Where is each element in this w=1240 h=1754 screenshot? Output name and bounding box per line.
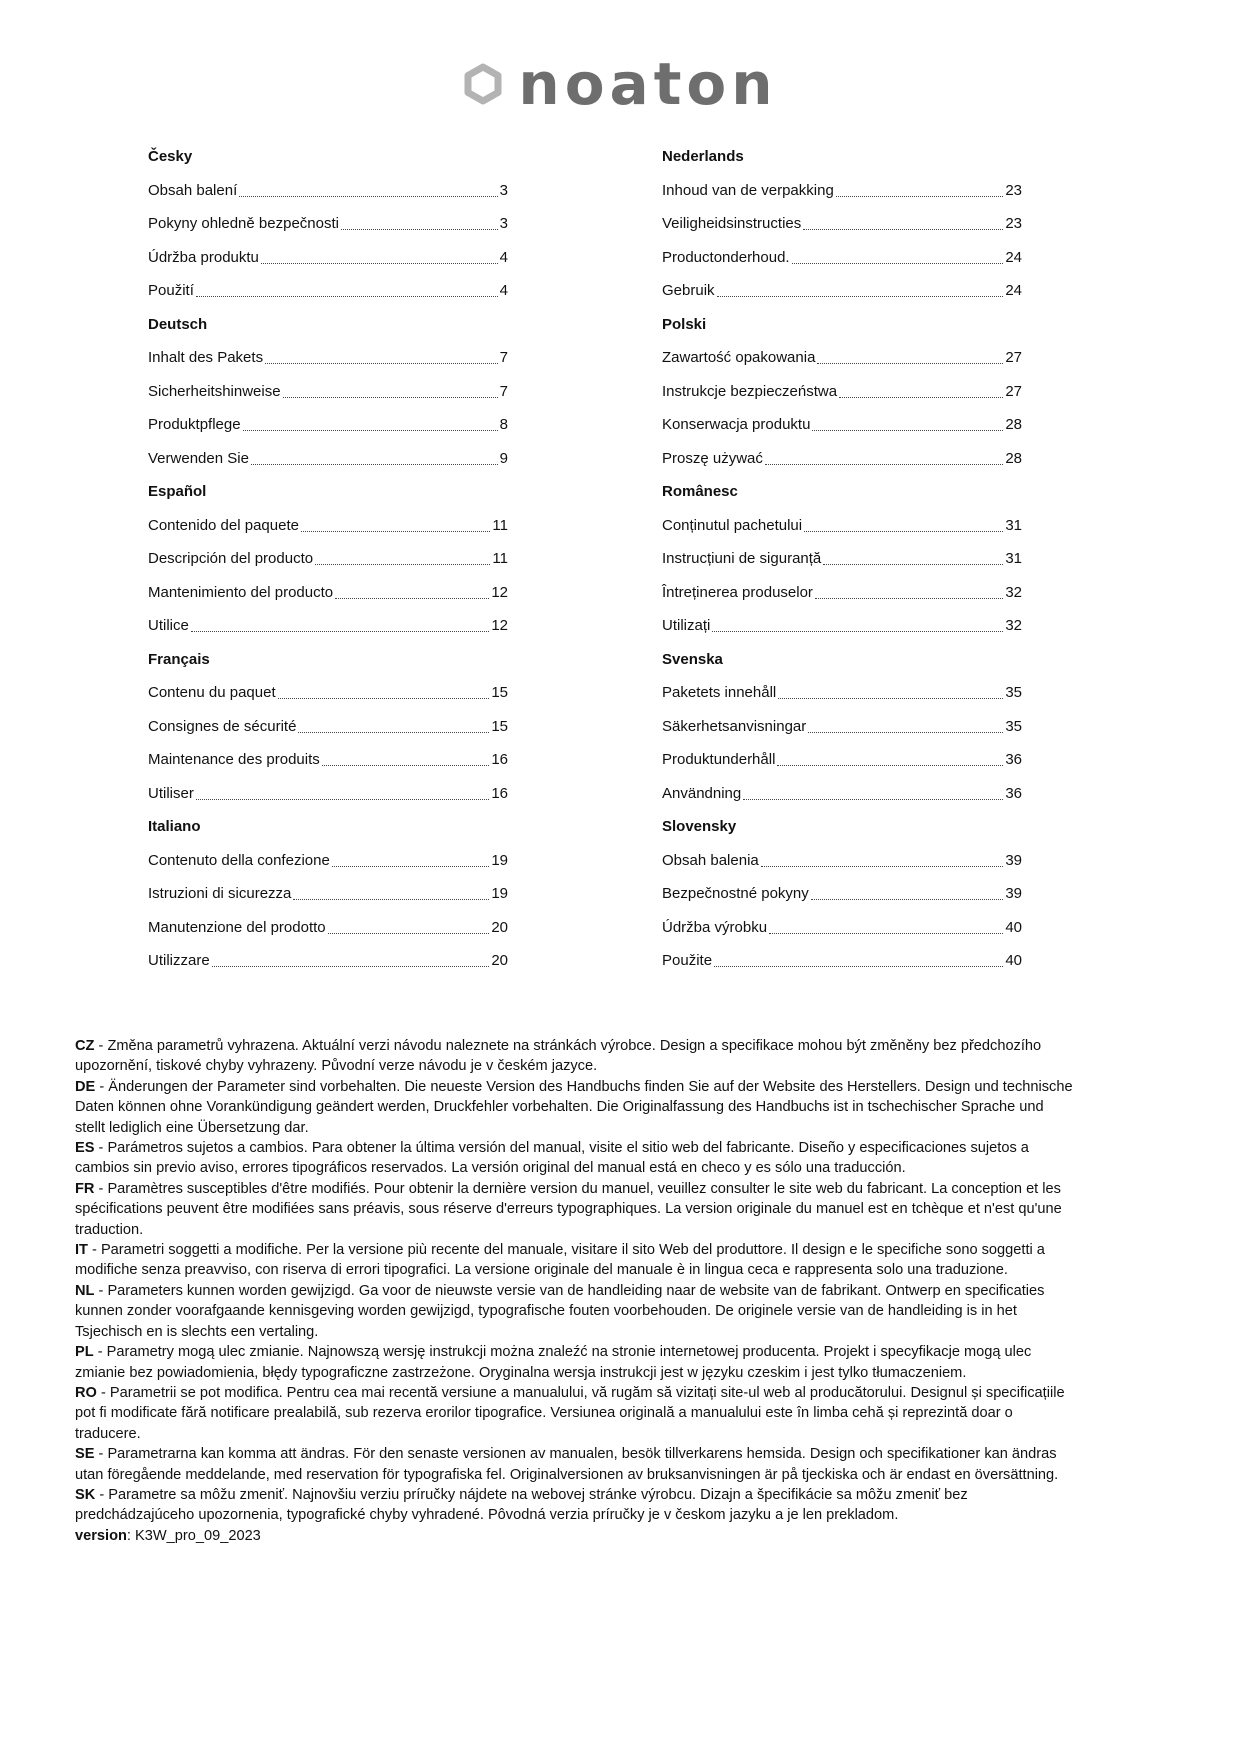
dot-leader xyxy=(811,899,1004,900)
toc-entry-page: 3 xyxy=(499,181,508,199)
dot-leader xyxy=(328,933,490,934)
toc-entry[interactable] xyxy=(662,743,1022,777)
toc-entry-label: Mantenimiento del producto xyxy=(148,583,334,601)
note-language-code: FR xyxy=(75,1180,95,1197)
toc-section-heading: Svenska xyxy=(662,650,723,668)
dot-leader xyxy=(196,799,489,800)
toc-entry-page: 20 xyxy=(491,918,508,936)
note-language-code: RO xyxy=(75,1384,97,1401)
toc-entry-page: 28 xyxy=(1005,416,1022,433)
toc-entry[interactable] xyxy=(662,509,1022,543)
dot-leader xyxy=(191,631,489,632)
legal-note xyxy=(75,1138,1075,1179)
note-text: - Parametri soggetti a modifiche. Per la versione più recente del manuale, visitare il sito Web del produttore. Il design e le specifiche sono soggetti a modifiche senza preavviso, con riserva di errori tipografici. La versione originale del manuale è in lingua ceca e rappresenta solo una traduzione. xyxy=(75,1242,1045,1279)
toc-entry[interactable] xyxy=(148,408,508,442)
toc-entry[interactable] xyxy=(148,609,508,643)
note-text: - Změna parametrů vyhrazena. Aktuální verzi návodu naleznete na stránkách výrobce. Design a specifikace mohou být změněny bez předchozího upozornění, tiskové chyby vyhrazeny. Původní verze návodu je v českém jazyce. xyxy=(75,1038,1042,1075)
toc-entry-label: Instrucțiuni de siguranță xyxy=(662,550,822,567)
note-text: - Parametre sa môžu zmeniť. Najnovšiu verziu príručky nájdete na webovej stránke výrobcu. Dizajn a špecifikácie sa môžu zmeniť bez predchádzajúceho upozornenia, typografické chyby vyhradené. Pôvodná verzia príručky je v českom jazyku a je len prekladom. xyxy=(75,1486,968,1524)
dot-leader xyxy=(803,229,1003,230)
toc-entry-page: 40 xyxy=(1005,918,1022,936)
toc-entry-label: Zawartość opakowania xyxy=(662,349,816,366)
dot-leader xyxy=(823,564,1003,565)
legal-note xyxy=(75,1179,1075,1240)
toc-right-column xyxy=(662,140,1022,978)
note-text: - Parameters kunnen worden gewijzigd. Ga voor de nieuwste versie van de handleiding naar de website van de fabrikant. Ontwerp en specificaties kunnen zonder voorafgaande kennisgeving worden gewijzigd, typografische fouten voorbehouden. De originele versie van de handleiding is in het Tsjechisch en is slechts een vertaling. xyxy=(75,1282,1045,1340)
dot-leader xyxy=(836,196,1004,197)
toc-entry-page: 15 xyxy=(491,684,508,701)
dot-leader xyxy=(815,598,1003,599)
dot-leader xyxy=(817,363,1003,364)
toc-entry[interactable] xyxy=(662,375,1022,409)
toc-entry[interactable] xyxy=(662,777,1022,811)
note-text: - Änderungen der Parameter sind vorbehalten. Die neueste Version des Handbuchs finden Sie auf der Website des Herstellers. Design und technische Daten können ohne Vorankündigung geändert werden, Druckfehler vorbehalten. Die Originalfassung des Handbuchs ist in tschechischer Sprache und stellt lediglich eine Übersetzung dar. xyxy=(75,1078,1073,1136)
legal-note xyxy=(75,1077,1075,1138)
legal-note xyxy=(75,1240,1075,1281)
toc-entry-page: 39 xyxy=(1005,851,1022,869)
toc-entry-page: 12 xyxy=(491,617,508,634)
dot-leader xyxy=(341,229,498,230)
legal-note xyxy=(75,1281,1075,1342)
dot-leader xyxy=(812,430,1003,431)
note-text: - Parámetros sujetos a cambios. Para obtener la última versión del manual, visite el sitio web del fabricante. Diseño y especificaciones sujetos a cambios sin previo aviso, errores tipográficos reservados. La versión original del manual está en checo y es sólo una traducción. xyxy=(75,1140,1029,1177)
note-text: - Parametry mogą ulec zmianie. Najnowszą wersję instrukcji można znaleźć na stronie internetowej producenta. Projekt i specyfikacje mogą ulec zmianie bez powiadomienia, błędy typograficzne zastrzeżone. Oryginalna wersja instrukcji jest w języku czeskim i jest tylko tłumaczeniem. xyxy=(75,1344,1032,1381)
toc-entry-label: Údržba výrobku xyxy=(662,918,768,936)
toc-entry-page: 7 xyxy=(499,349,508,366)
dot-leader xyxy=(717,296,1004,297)
dot-leader xyxy=(808,732,1003,733)
legal-notes xyxy=(75,1036,1075,1546)
toc-entry-page: 3 xyxy=(499,215,508,232)
toc-entry-label: Întreținerea produselor xyxy=(662,583,813,601)
toc-section-heading: Italiano xyxy=(148,818,201,835)
toc-entry[interactable] xyxy=(662,576,1022,610)
toc-entry-page: 16 xyxy=(491,751,508,768)
toc-entry-label: Utilizzare xyxy=(148,952,210,969)
toc-entry-label: Bezpečnostné pokyny xyxy=(662,885,809,902)
toc-entry-page: 12 xyxy=(491,583,508,601)
toc-entry-label: Productonderhoud. xyxy=(662,248,790,266)
toc-entry[interactable] xyxy=(662,442,1022,476)
legal-note xyxy=(75,1036,1075,1077)
toc-entry[interactable] xyxy=(662,174,1022,208)
dot-leader xyxy=(761,866,1004,867)
toc-entry-label: Proszę używać xyxy=(662,449,763,467)
toc-entry-page: 31 xyxy=(1005,550,1022,567)
toc-entry-page: 31 xyxy=(1005,516,1022,534)
toc-entry-label: Instrukcje bezpieczeństwa xyxy=(662,382,838,400)
toc-entry-label: Utilizați xyxy=(662,617,711,634)
toc-entry[interactable] xyxy=(662,911,1022,945)
toc-entry-page: 36 xyxy=(1005,751,1022,768)
toc-entry-page: 35 xyxy=(1005,717,1022,735)
toc-section-heading: Français xyxy=(148,650,210,668)
note-language-code: CZ xyxy=(75,1038,95,1054)
toc-entry-label: Manutenzione del prodotto xyxy=(148,918,326,936)
toc-entry[interactable] xyxy=(148,944,508,978)
version-line xyxy=(75,1526,1075,1546)
toc-entry-label: Användning xyxy=(662,784,742,802)
toc-entry-page: 11 xyxy=(492,550,508,567)
dot-leader xyxy=(712,631,1003,632)
toc-entry-label: Utilice xyxy=(148,617,189,634)
toc-entry-label: Obsah balenia xyxy=(662,851,759,869)
toc-entry-page: 24 xyxy=(1005,282,1022,299)
toc-section-heading: Deutsch xyxy=(148,315,208,333)
legal-note xyxy=(75,1342,1075,1383)
toc-entry[interactable] xyxy=(148,911,508,945)
note-language-code: NL xyxy=(75,1282,95,1299)
toc-entry[interactable] xyxy=(148,375,508,409)
toc-section-heading: Românesc xyxy=(662,483,738,500)
note-text: - Parametrarna kan komma att ändras. För den senaste versionen av manualen, besök tillverkarens hemsida. Design och specifikationer kan ändras utan föregående meddelande, med reservation för typografiska fel. Originalversionen av bruksanvisningen är på tjeckiska och är endast en översättning. xyxy=(75,1446,1059,1483)
toc-entry[interactable] xyxy=(662,408,1022,442)
toc-entry[interactable] xyxy=(148,710,508,744)
toc-entry-label: Istruzioni di sicurezza xyxy=(148,885,292,902)
dot-leader xyxy=(243,430,498,431)
toc-left-column xyxy=(148,140,508,978)
dot-leader xyxy=(261,263,498,264)
toc-entry-label: Contenu du paquet xyxy=(148,684,276,701)
toc-entry[interactable] xyxy=(148,274,508,308)
dot-leader xyxy=(332,866,490,867)
toc-entry-page: 19 xyxy=(491,851,508,869)
toc-entry[interactable] xyxy=(148,442,508,476)
toc-entry-label: Použite xyxy=(662,952,713,969)
dot-leader xyxy=(265,363,498,364)
toc-entry[interactable] xyxy=(662,274,1022,308)
dot-leader xyxy=(839,397,1003,398)
toc-section-heading: Slovensky xyxy=(662,818,737,835)
legal-note xyxy=(75,1485,1075,1526)
toc-entry[interactable] xyxy=(148,777,508,811)
note-language-code: IT xyxy=(75,1242,88,1259)
toc-entry-label: Pokyny ohledně bezpečnosti xyxy=(148,215,339,232)
toc-entry-label: Contenido del paquete xyxy=(148,516,299,534)
toc-entry[interactable] xyxy=(662,241,1022,275)
toc-entry-page: 19 xyxy=(491,885,508,902)
toc-entry-page: 23 xyxy=(1005,181,1022,199)
toc-entry-page: 9 xyxy=(499,449,508,467)
toc-entry[interactable] xyxy=(662,844,1022,878)
dot-leader xyxy=(301,531,490,532)
note-language-code: SK xyxy=(75,1486,96,1503)
toc-entry[interactable] xyxy=(148,509,508,543)
dot-leader xyxy=(769,933,1003,934)
version-value: : K3W_pro_09_2023 xyxy=(126,1527,261,1544)
dot-leader xyxy=(322,765,490,766)
toc-entry-label: Utiliser xyxy=(148,784,194,802)
toc-entry-page: 40 xyxy=(1005,952,1022,969)
note-language-code: DE xyxy=(75,1078,96,1095)
toc-entry-page: 4 xyxy=(499,248,508,266)
toc-entry-label: Gebruik xyxy=(662,282,715,299)
legal-note xyxy=(75,1383,1075,1444)
dot-leader xyxy=(743,799,1003,800)
toc-entry-page: 16 xyxy=(491,784,508,802)
toc-entry-label: Konserwacja produktu xyxy=(662,416,811,433)
toc-entry-label: Produktunderhåll xyxy=(662,751,776,768)
toc-entry-label: Maintenance des produits xyxy=(148,751,320,768)
toc-entry-page: 11 xyxy=(492,516,508,534)
toc-entry[interactable] xyxy=(148,576,508,610)
dot-leader xyxy=(335,598,489,599)
toc-entry[interactable] xyxy=(148,542,508,576)
toc-entry-label: Säkerhetsanvisningar xyxy=(662,717,807,735)
dot-leader xyxy=(315,564,490,565)
toc-entry[interactable] xyxy=(662,207,1022,241)
toc-entry[interactable] xyxy=(148,341,508,375)
toc-section-heading: Česky xyxy=(148,148,193,165)
toc-entry[interactable] xyxy=(148,207,508,241)
dot-leader xyxy=(283,397,498,398)
toc-entry-label: Obsah balení xyxy=(148,181,238,199)
hexagon-ring-icon xyxy=(462,63,504,105)
toc-entry-page: 32 xyxy=(1005,583,1022,601)
toc-entry-page: 35 xyxy=(1005,684,1022,701)
dot-leader xyxy=(212,966,490,967)
dot-leader xyxy=(251,464,498,465)
toc-entry-page: 32 xyxy=(1005,617,1022,634)
toc-entry-label: Použití xyxy=(148,282,194,299)
toc-entry[interactable] xyxy=(148,174,508,208)
toc-entry-page: 28 xyxy=(1005,449,1022,467)
toc-entry[interactable] xyxy=(148,743,508,777)
toc-entry-label: Inhalt des Pakets xyxy=(148,349,264,366)
toc-entry[interactable] xyxy=(148,241,508,275)
toc-section-heading: Nederlands xyxy=(662,148,744,165)
toc-entry-page: 27 xyxy=(1005,382,1022,400)
brand-logo xyxy=(0,50,1240,118)
dot-leader xyxy=(298,732,489,733)
toc-entry-label: Conținutul pachetului xyxy=(662,516,803,534)
toc-entry-page: 8 xyxy=(499,416,508,433)
note-language-code: SE xyxy=(75,1446,95,1463)
toc-entry-page: 7 xyxy=(499,382,508,400)
dot-leader xyxy=(778,698,1003,699)
toc-entry-page: 39 xyxy=(1005,885,1022,902)
note-language-code: PL xyxy=(75,1344,94,1361)
toc-section-heading: Polski xyxy=(662,315,707,333)
dot-leader xyxy=(278,698,490,699)
toc-entry-label: Sicherheitshinweise xyxy=(148,382,281,400)
toc-entry[interactable] xyxy=(662,944,1022,978)
toc-entry-label: Údržba produktu xyxy=(148,248,259,266)
toc-entry-label: Veiligheidsinstructies xyxy=(662,215,802,232)
toc-entry[interactable] xyxy=(148,877,508,911)
toc-entry-page: 20 xyxy=(491,952,508,969)
toc-entry[interactable] xyxy=(662,341,1022,375)
note-text: - Paramètres susceptibles d'être modifiés. Pour obtenir la dernière version du manuel, veuillez consulter le site web du fabricant. La conception et les spécifications peuvent être modifiées sans préavis, sous réserve d'erreurs typographiques. La version originale du manuel est en tchèque et n'est qu'une traduction. xyxy=(75,1180,1062,1238)
toc-entry-page: 23 xyxy=(1005,215,1022,232)
legal-note xyxy=(75,1444,1075,1485)
toc-entry-label: Descripción del producto xyxy=(148,550,314,567)
brand-name: noaton xyxy=(518,50,778,118)
toc-entry-label: Consignes de sécurité xyxy=(148,717,297,735)
dot-leader xyxy=(714,966,1003,967)
dot-leader xyxy=(765,464,1003,465)
note-language-code: ES xyxy=(75,1140,95,1157)
dot-leader xyxy=(293,899,489,900)
toc-entry-page: 24 xyxy=(1005,248,1022,266)
dot-leader xyxy=(239,196,497,197)
dot-leader xyxy=(196,296,498,297)
toc-entry[interactable] xyxy=(662,542,1022,576)
toc-entry-label: Inhoud van de verpakking xyxy=(662,181,834,199)
toc-entry[interactable] xyxy=(662,710,1022,744)
toc-entry-page: 15 xyxy=(491,717,508,735)
toc-entry[interactable] xyxy=(148,844,508,878)
toc-entry-page: 36 xyxy=(1005,784,1022,802)
note-text: - Parametrii se pot modifica. Pentru cea mai recentă versiune a manualului, vă rugăm să vizitați site-ul web al producătorului. Designul și specificațiile pot fi modificate fără notificare prealabilă, sub rezerva erorilor tipografice. Versiunea originală a manualului este în limba cehă și reprezintă doar o traducere. xyxy=(75,1384,1065,1442)
toc-entry[interactable] xyxy=(148,676,508,710)
toc-entry-label: Contenuto della confezione xyxy=(148,851,330,869)
dot-leader xyxy=(777,765,1003,766)
toc-entry-label: Produktpflege xyxy=(148,416,241,433)
dot-leader xyxy=(804,531,1003,532)
toc-entry-page: 4 xyxy=(499,282,508,299)
dot-leader xyxy=(792,263,1004,264)
toc-section-heading: Español xyxy=(148,483,207,500)
toc-entry[interactable] xyxy=(662,877,1022,911)
toc-entry-page: 27 xyxy=(1005,349,1022,366)
toc-entry-label: Paketets innehåll xyxy=(662,684,777,701)
toc-entry-label: Verwenden Sie xyxy=(148,449,249,467)
version-label: version xyxy=(75,1527,127,1544)
toc-entry[interactable] xyxy=(662,609,1022,643)
toc-entry[interactable] xyxy=(662,676,1022,710)
